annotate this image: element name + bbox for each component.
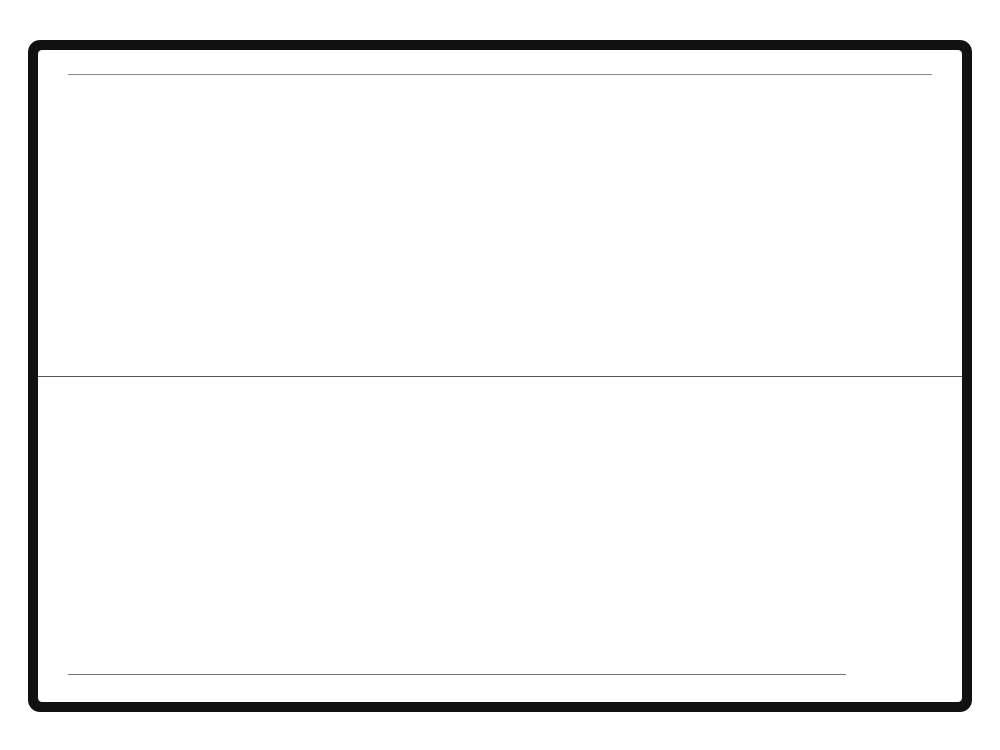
week-indicator [850, 662, 932, 692]
footer-rule [68, 674, 846, 675]
header-top-rule [68, 74, 932, 75]
binding-spine [38, 376, 962, 377]
